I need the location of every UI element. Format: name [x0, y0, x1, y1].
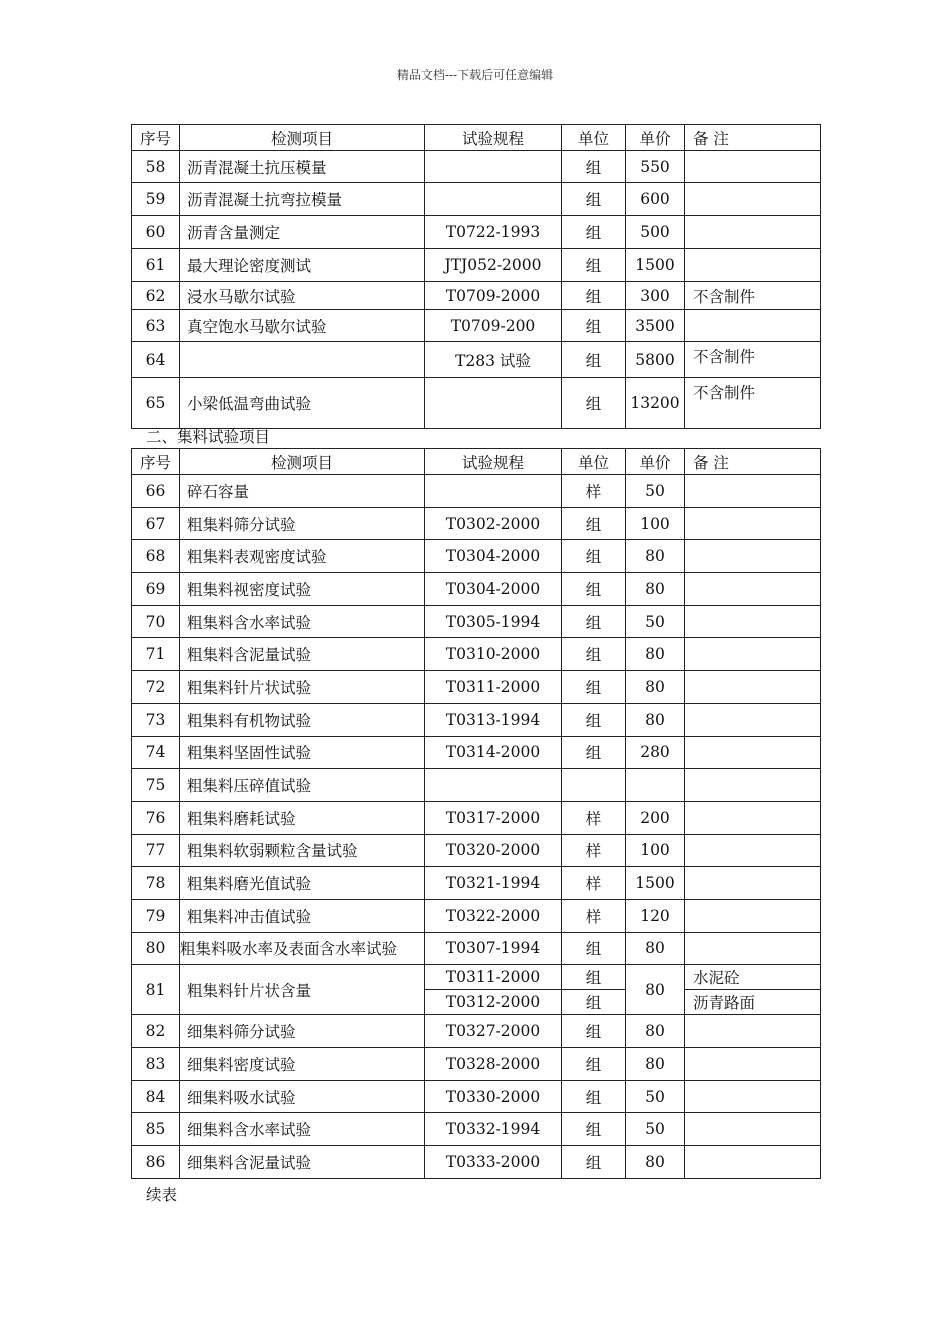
- unit-cell: 组: [562, 703, 626, 736]
- unit-cell: 组: [562, 1015, 626, 1048]
- column-header: 检测项目: [180, 125, 425, 151]
- spec-code-cell: JTJ052-2000: [425, 249, 562, 282]
- unit-cell: 组: [562, 249, 626, 282]
- row-number-cell: 68: [132, 540, 180, 573]
- price-cell: 80: [626, 965, 685, 1015]
- unit-cell: [562, 769, 626, 802]
- spec-code-cell: [425, 151, 562, 183]
- spec-code-cell: T283 试验: [425, 342, 562, 378]
- row-number-cell: 60: [132, 216, 180, 249]
- row-number-cell: 58: [132, 151, 180, 183]
- note-cell: [685, 605, 821, 638]
- table-row: [132, 834, 821, 867]
- table-header-row: [132, 125, 821, 151]
- note-cell: [685, 249, 821, 282]
- note-cell: [685, 475, 821, 508]
- table-row: [132, 801, 821, 834]
- item-name-cell: 沥青含量测定: [180, 216, 425, 249]
- table-row: [132, 965, 821, 990]
- price-cell: 80: [626, 1015, 685, 1048]
- unit-cell: 组: [562, 310, 626, 342]
- table-row: [132, 899, 821, 932]
- row-number-cell: 71: [132, 638, 180, 671]
- unit-cell: 组: [562, 1113, 626, 1146]
- column-header: 试验规程: [425, 449, 562, 475]
- aggregate-test-table: [131, 448, 821, 1179]
- spec-code-cell: T0312-2000: [425, 990, 562, 1015]
- price-cell: 50: [626, 605, 685, 638]
- table-row: [132, 378, 821, 429]
- unit-cell: 组: [562, 216, 626, 249]
- price-cell: [626, 769, 685, 802]
- note-cell: [685, 801, 821, 834]
- row-number-cell: 72: [132, 671, 180, 704]
- item-name-cell: 粗集料表观密度试验: [180, 540, 425, 573]
- price-cell: 80: [626, 703, 685, 736]
- unit-cell: 组: [562, 638, 626, 671]
- table-row: [132, 703, 821, 736]
- spec-code-cell: [425, 183, 562, 216]
- note-cell: [685, 834, 821, 867]
- spec-code-cell: T0307-1994: [425, 932, 562, 965]
- item-name-cell: 粗集料磨耗试验: [180, 801, 425, 834]
- row-number-cell: 67: [132, 507, 180, 540]
- unit-cell: 组: [562, 151, 626, 183]
- note-cell: [685, 1015, 821, 1048]
- spec-code-cell: T0722-1993: [425, 216, 562, 249]
- unit-cell: 组: [562, 378, 626, 429]
- price-cell: 80: [626, 671, 685, 704]
- note-cell: [685, 540, 821, 573]
- table-row: [132, 310, 821, 342]
- page-header: 精品文档---下载后可任意编辑: [396, 68, 554, 82]
- footer-continued: 续表: [146, 1186, 178, 1204]
- spec-code-cell: T0311-2000: [425, 965, 562, 990]
- table-header-row: [132, 449, 821, 475]
- note-cell: 不含制件: [685, 378, 821, 429]
- column-header: 单位: [562, 125, 626, 151]
- row-number-cell: 79: [132, 899, 180, 932]
- unit-cell: 样: [562, 834, 626, 867]
- item-name-cell: 细集料吸水试验: [180, 1080, 425, 1113]
- note-cell: 沥青路面: [685, 990, 821, 1015]
- table-row: [132, 573, 821, 606]
- price-cell: 300: [626, 282, 685, 310]
- row-number-cell: 81: [132, 965, 180, 1015]
- note-cell: [685, 1048, 821, 1081]
- asphalt-test-table: [131, 124, 821, 429]
- table-row: [132, 769, 821, 802]
- item-name-cell: 细集料筛分试验: [180, 1015, 425, 1048]
- note-cell: [685, 932, 821, 965]
- item-name-cell: 粗集料压碎值试验: [180, 769, 425, 802]
- price-cell: 80: [626, 573, 685, 606]
- item-name-cell: 粗集料软弱颗粒含量试验: [180, 834, 425, 867]
- note-cell: [685, 507, 821, 540]
- price-cell: 80: [626, 638, 685, 671]
- table-row: [132, 342, 821, 378]
- table-row: [132, 1113, 821, 1146]
- note-cell: [685, 183, 821, 216]
- item-name-cell: 粗集料筛分试验: [180, 507, 425, 540]
- note-cell: [685, 638, 821, 671]
- note-cell: [685, 216, 821, 249]
- table-row: [132, 867, 821, 900]
- item-name-cell: 沥青混凝土抗压模量: [180, 151, 425, 183]
- price-cell: 50: [626, 475, 685, 508]
- item-name-cell: 沥青混凝土抗弯拉模量: [180, 183, 425, 216]
- spec-code-cell: T0328-2000: [425, 1048, 562, 1081]
- price-cell: 280: [626, 736, 685, 769]
- column-header: 单位: [562, 449, 626, 475]
- item-name-cell: 碎石容量: [180, 475, 425, 508]
- price-cell: 120: [626, 899, 685, 932]
- price-cell: 80: [626, 1146, 685, 1179]
- note-cell: [685, 671, 821, 704]
- section-title-aggregate: 二、集料试验项目: [146, 428, 271, 446]
- spec-code-cell: T0327-2000: [425, 1015, 562, 1048]
- row-number-cell: 73: [132, 703, 180, 736]
- spec-code-cell: T0320-2000: [425, 834, 562, 867]
- unit-cell: 样: [562, 867, 626, 900]
- unit-cell: 组: [562, 507, 626, 540]
- note-cell: [685, 703, 821, 736]
- unit-cell: 样: [562, 899, 626, 932]
- row-number-cell: 82: [132, 1015, 180, 1048]
- table-row: [132, 1080, 821, 1113]
- table-row: [132, 605, 821, 638]
- item-name-cell: 粗集料针片状含量: [180, 965, 425, 1015]
- spec-code-cell: T0322-2000: [425, 899, 562, 932]
- note-cell: [685, 1113, 821, 1146]
- spec-code-cell: T0305-1994: [425, 605, 562, 638]
- spec-code-cell: T0313-1994: [425, 703, 562, 736]
- price-cell: 50: [626, 1080, 685, 1113]
- row-number-cell: 62: [132, 282, 180, 310]
- note-cell: [685, 573, 821, 606]
- unit-cell: 组: [562, 932, 626, 965]
- table-row: [132, 151, 821, 183]
- column-header: 序号: [132, 125, 180, 151]
- price-cell: 13200: [626, 378, 685, 429]
- note-cell: [685, 151, 821, 183]
- price-cell: 100: [626, 507, 685, 540]
- spec-code-cell: T0333-2000: [425, 1146, 562, 1179]
- price-cell: 500: [626, 216, 685, 249]
- item-name-cell: 粗集料冲击值试验: [180, 899, 425, 932]
- table-row: [132, 638, 821, 671]
- column-header: 序号: [132, 449, 180, 475]
- item-name-cell: 粗集料吸水率及表面含水率试验: [180, 932, 425, 965]
- note-cell: [685, 1080, 821, 1113]
- row-number-cell: 76: [132, 801, 180, 834]
- item-name-cell: 粗集料含水率试验: [180, 605, 425, 638]
- row-number-cell: 59: [132, 183, 180, 216]
- unit-cell: 组: [562, 671, 626, 704]
- row-number-cell: 69: [132, 573, 180, 606]
- note-cell: [685, 899, 821, 932]
- price-cell: 80: [626, 540, 685, 573]
- price-cell: 600: [626, 183, 685, 216]
- spec-code-cell: T0304-2000: [425, 540, 562, 573]
- note-cell: 水泥砼: [685, 965, 821, 990]
- item-name-cell: 真空饱水马歇尔试验: [180, 310, 425, 342]
- table-row: [132, 249, 821, 282]
- note-cell: 不含制件: [685, 282, 821, 310]
- spec-code-cell: [425, 769, 562, 802]
- spec-code-cell: T0302-2000: [425, 507, 562, 540]
- table-row: [132, 183, 821, 216]
- item-name-cell: 粗集料针片状试验: [180, 671, 425, 704]
- table-row: [132, 540, 821, 573]
- item-name-cell: [180, 342, 425, 378]
- unit-cell: 组: [562, 540, 626, 573]
- row-number-cell: 78: [132, 867, 180, 900]
- row-number-cell: 75: [132, 769, 180, 802]
- column-header: 备 注: [685, 125, 821, 151]
- unit-cell: 组: [562, 965, 626, 990]
- note-cell: [685, 1146, 821, 1179]
- row-number-cell: 66: [132, 475, 180, 508]
- unit-cell: 组: [562, 342, 626, 378]
- unit-cell: 组: [562, 183, 626, 216]
- spec-code-cell: T0709-200: [425, 310, 562, 342]
- spec-code-cell: T0317-2000: [425, 801, 562, 834]
- row-number-cell: 61: [132, 249, 180, 282]
- row-number-cell: 86: [132, 1146, 180, 1179]
- unit-cell: 样: [562, 475, 626, 508]
- column-header: 备 注: [685, 449, 821, 475]
- column-header: 检测项目: [180, 449, 425, 475]
- item-name-cell: 细集料密度试验: [180, 1048, 425, 1081]
- unit-cell: 组: [562, 736, 626, 769]
- table-row: [132, 932, 821, 965]
- item-name-cell: 细集料含泥量试验: [180, 1146, 425, 1179]
- price-cell: 200: [626, 801, 685, 834]
- item-name-cell: 最大理论密度测试: [180, 249, 425, 282]
- row-number-cell: 70: [132, 605, 180, 638]
- row-number-cell: 85: [132, 1113, 180, 1146]
- spec-code-cell: [425, 475, 562, 508]
- spec-code-cell: T0321-1994: [425, 867, 562, 900]
- item-name-cell: 浸水马歇尔试验: [180, 282, 425, 310]
- column-header: 单价: [626, 125, 685, 151]
- note-cell: 不含制件: [685, 342, 821, 378]
- row-number-cell: 74: [132, 736, 180, 769]
- unit-cell: 组: [562, 990, 626, 1015]
- table-row: [132, 671, 821, 704]
- item-name-cell: 粗集料有机物试验: [180, 703, 425, 736]
- spec-code-cell: [425, 378, 562, 429]
- table-row: [132, 282, 821, 310]
- item-name-cell: 粗集料磨光值试验: [180, 867, 425, 900]
- price-cell: 1500: [626, 867, 685, 900]
- price-cell: 550: [626, 151, 685, 183]
- note-cell: [685, 867, 821, 900]
- unit-cell: 组: [562, 1048, 626, 1081]
- price-cell: 80: [626, 1048, 685, 1081]
- table-row: [132, 475, 821, 508]
- unit-cell: 组: [562, 1146, 626, 1179]
- table-row: [132, 216, 821, 249]
- note-cell: [685, 769, 821, 802]
- spec-code-cell: T0330-2000: [425, 1080, 562, 1113]
- item-name-cell: 粗集料含泥量试验: [180, 638, 425, 671]
- price-cell: 5800: [626, 342, 685, 378]
- price-cell: 80: [626, 932, 685, 965]
- spec-code-cell: T0332-1994: [425, 1113, 562, 1146]
- spec-code-cell: T0311-2000: [425, 671, 562, 704]
- row-number-cell: 64: [132, 342, 180, 378]
- table-row: [132, 736, 821, 769]
- column-header: 单价: [626, 449, 685, 475]
- unit-cell: 样: [562, 801, 626, 834]
- spec-code-cell: T0314-2000: [425, 736, 562, 769]
- row-number-cell: 77: [132, 834, 180, 867]
- item-name-cell: 小梁低温弯曲试验: [180, 378, 425, 429]
- note-cell: [685, 736, 821, 769]
- item-name-cell: 粗集料视密度试验: [180, 573, 425, 606]
- column-header: 试验规程: [425, 125, 562, 151]
- row-number-cell: 84: [132, 1080, 180, 1113]
- unit-cell: 组: [562, 282, 626, 310]
- price-cell: 1500: [626, 249, 685, 282]
- spec-code-cell: T0304-2000: [425, 573, 562, 606]
- row-number-cell: 83: [132, 1048, 180, 1081]
- spec-code-cell: T0310-2000: [425, 638, 562, 671]
- item-name-cell: 粗集料坚固性试验: [180, 736, 425, 769]
- row-number-cell: 65: [132, 378, 180, 429]
- table-row: [132, 1015, 821, 1048]
- row-number-cell: 63: [132, 310, 180, 342]
- table-row: [132, 507, 821, 540]
- unit-cell: 组: [562, 573, 626, 606]
- price-cell: 50: [626, 1113, 685, 1146]
- row-number-cell: 80: [132, 932, 180, 965]
- item-name-cell: 细集料含水率试验: [180, 1113, 425, 1146]
- table-row: [132, 1048, 821, 1081]
- table-row: [132, 1146, 821, 1179]
- unit-cell: 组: [562, 605, 626, 638]
- spec-code-cell: T0709-2000: [425, 282, 562, 310]
- price-cell: 3500: [626, 310, 685, 342]
- unit-cell: 组: [562, 1080, 626, 1113]
- price-cell: 100: [626, 834, 685, 867]
- note-cell: [685, 310, 821, 342]
